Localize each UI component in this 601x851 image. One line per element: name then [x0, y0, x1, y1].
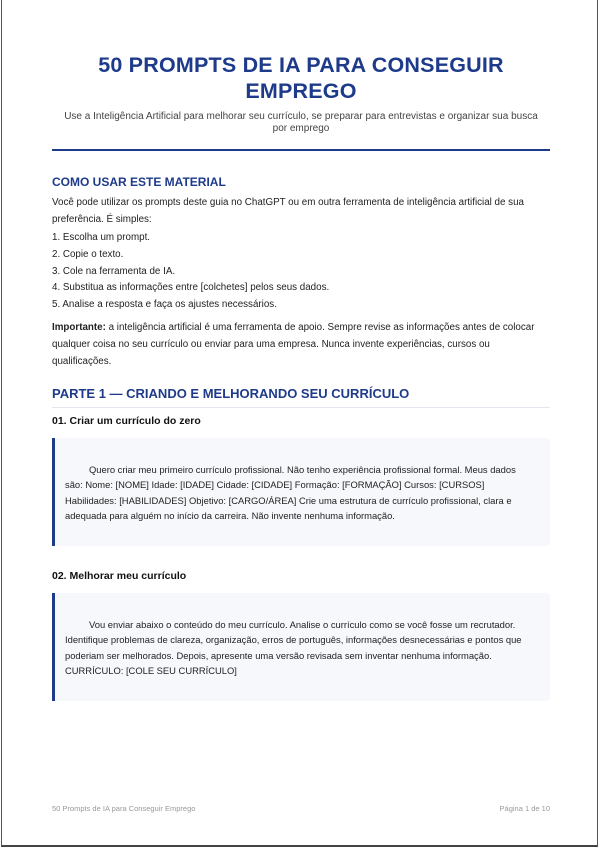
- how-to-intro: Você pode utilizar os prompts deste guia no ChatGPT ou em outra ferramenta de inteligência artificial de sua preferência. É simples:: [52, 197, 524, 225]
- page-number: Página 1 de 10: [499, 804, 550, 813]
- list-item: 1. Escolha um prompt.: [52, 232, 151, 243]
- prompt-02-box[interactable]: [52, 593, 550, 701]
- title-divider: [52, 149, 550, 151]
- prompt-01-title: 01. Criar um currículo do zero: [52, 414, 201, 427]
- part1-heading: PARTE 1 — CRIANDO E MELHORANDO SEU CURRÍCULO: [52, 386, 550, 408]
- document-subtitle: Use a Inteligência Artificial para melhorar seu currículo, se preparar para entrevistas e organizar sua busca por emprego: [64, 111, 538, 134]
- list-item: 3. Cole na ferramenta de IA.: [52, 265, 176, 277]
- important-text: a inteligência artificial é uma ferramenta de apoio. Sempre revise as informações antes de colocar qualquer coisa no seu currículo ou enviar para uma empresa. Nunca invente experiências, cursos ou qualificações.: [52, 321, 535, 367]
- page-footer: [52, 804, 550, 813]
- prompt-01-text: Quero criar meu primeiro currículo profissional. Não tenho experiência profissional formal. Meus dados são: Nome: [NOME] Idade: [IDADE] Cidade: [CIDADE] Formação: [FORMAÇÃO] Cursos: [CURSOS] Habilidades: [HABILIDADES] Objetivo: [CARGO/ÁREA] Crie uma estrutura de currículo profissional, clara e adequada para alguém no início da carreira. Não invente nenhuma informação.: [65, 463, 516, 522]
- list-item: 5. Analise a resposta e faça os ajustes necessários.: [52, 299, 277, 311]
- list-item: 4. Substitua as informações entre [colchetes] pelos seus dados.: [52, 282, 330, 294]
- list-item: 2. Copie o texto.: [52, 248, 124, 260]
- how-to-heading: COMO USAR ESTE MATERIAL: [52, 175, 226, 189]
- important-label: Importante:: [52, 321, 106, 333]
- steps-list: [52, 230, 550, 314]
- important-note: [52, 319, 550, 370]
- prompt-02-title: 02. Melhorar meu currículo: [52, 569, 187, 582]
- prompt-02-text: Vou enviar abaixo o conteúdo do meu currículo. Analise o currículo como se você fosse um recrutador. Identifique problemas de clareza, organização, erros de português, informações desnecessárias e pontos que poderiam ser melhorados. Depois, apresente uma versão revisada sem inventar nenhuma informação. CURRÍCULO: [COLE SEU CURRÍCULO]: [65, 618, 522, 677]
- document-content: [52, 0, 550, 701]
- footer-title: 50 Prompts de IA para Conseguir Emprego: [52, 804, 196, 813]
- document-title: 50 PROMPTS DE IA PARA CONSEGUIR EMPREGO: [98, 53, 504, 103]
- prompt-01-box[interactable]: [52, 438, 550, 546]
